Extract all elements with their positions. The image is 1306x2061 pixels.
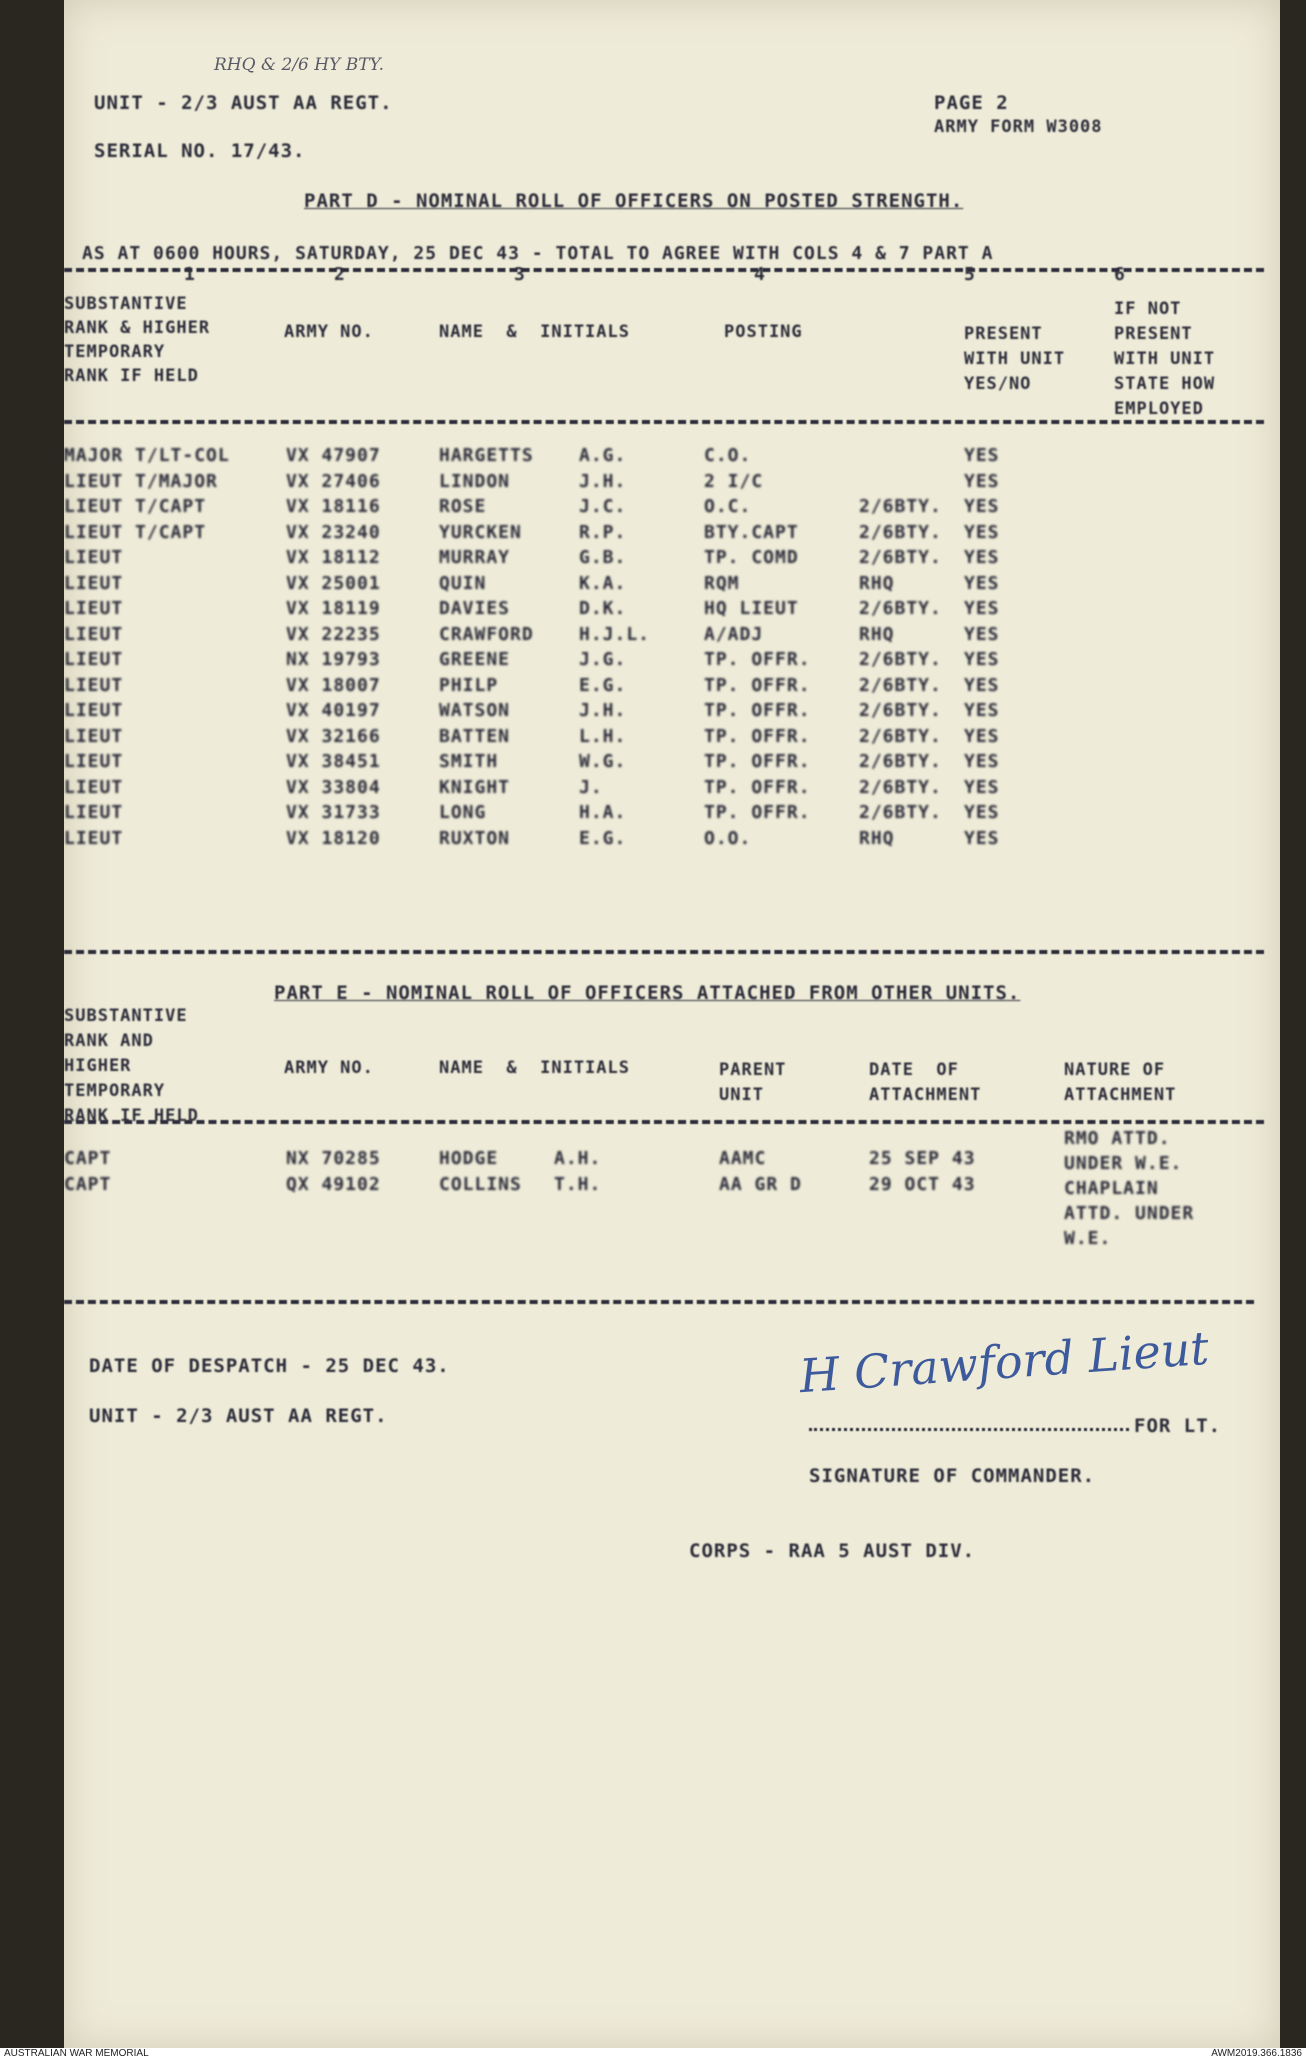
cell-name: GREENE [439, 649, 511, 670]
cell-posting: A/ADJ [704, 623, 764, 645]
cell-rank: CAPT [64, 1148, 112, 1169]
table-row [64, 649, 1280, 674]
cell-name: HODGE [439, 1148, 499, 1169]
cell-name: YURCKEN [439, 521, 522, 543]
cell-rank: CAPT [64, 1174, 112, 1195]
part-d-as-at: AS AT 0600 HOURS, SATURDAY, 25 DEC 43 - TOTAL TO AGREE WITH COLS 4 & 7 PART A [82, 243, 994, 264]
cell-posting: HQ LIEUT [704, 598, 799, 619]
col-number: 3 [514, 264, 525, 285]
cell-posting: TP. OFFR. [704, 700, 811, 721]
cell-rank: LIEUT [64, 623, 124, 645]
rule [64, 1300, 1254, 1304]
cell-unit: 2/6BTY. [859, 496, 942, 517]
cell-present: YES [964, 802, 1000, 823]
archive-left: AUSTRALIAN WAR MEMORIAL [4, 2048, 149, 2059]
cell-name: DAVIES [439, 598, 511, 619]
cell-army: VX 18112 [286, 547, 381, 568]
cell-posting: TP. OFFR. [704, 802, 811, 823]
for-lt: FOR LT. [1134, 1415, 1222, 1437]
cell-present: YES [964, 547, 1000, 568]
table-row [64, 751, 1280, 776]
cell-present: YES [964, 827, 1000, 849]
cell-army: VX 32166 [286, 725, 381, 747]
cell-unit: RHQ [859, 623, 895, 645]
cell-posting: BTY.CAPT [704, 521, 799, 543]
cell-init: J.H. [579, 700, 627, 721]
footer-unit: UNIT - 2/3 AUST AA REGT. [89, 1405, 388, 1427]
cell-init: J.G. [579, 649, 627, 670]
part-e-header-nature: NATURE OF ATTACHMENT [1064, 1060, 1177, 1105]
part-d-table [64, 445, 1280, 865]
cell-unit: 2/6BTY. [859, 649, 942, 670]
cell-rank: LIEUT [64, 725, 124, 747]
cell-init: L.H. [579, 725, 627, 747]
cell-army: VX 25001 [286, 572, 381, 594]
table-row [64, 777, 1280, 802]
cell-unit: 2/6BTY. [859, 802, 942, 823]
cell-unit: 2/6BTY. [859, 521, 942, 543]
cell-parent: AAMC [719, 1148, 767, 1169]
cell-army: NX 70285 [286, 1148, 381, 1169]
serial-line: SERIAL NO. 17/43. [94, 140, 306, 162]
cell-army: VX 38451 [286, 751, 381, 772]
handwritten-annotation: RHQ & 2/6 HY BTY. [214, 55, 384, 75]
table-row [64, 1174, 1280, 1249]
table-row [64, 598, 1280, 623]
col-number: 2 [334, 264, 345, 285]
cell-unit: 2/6BTY. [859, 776, 942, 798]
cell-name: HARGETTS [439, 445, 534, 466]
archive-right: AWM2019.366.1836 [1211, 2048, 1302, 2059]
archive-footer [0, 2048, 1306, 2061]
cell-posting: O.O. [704, 827, 752, 849]
cell-name: ROSE [439, 496, 487, 517]
cell-unit: 2/6BTY. [859, 598, 942, 619]
army-form: ARMY FORM W3008 [934, 117, 1103, 137]
cell-rank: LIEUT [64, 598, 124, 619]
cell-init: D.K. [579, 598, 627, 619]
cell-name: RUXTON [439, 827, 511, 849]
cell-army: VX 31733 [286, 802, 381, 823]
cell-army: VX 23240 [286, 521, 381, 543]
cell-present: YES [964, 623, 1000, 645]
cell-unit: 2/6BTY. [859, 674, 942, 696]
cell-rank: LIEUT [64, 674, 124, 696]
cell-unit: RHQ [859, 572, 895, 594]
left-border [0, 0, 64, 2048]
cell-unit: 2/6BTY. [859, 751, 942, 772]
cell-rank: LIEUT T/CAPT [64, 521, 207, 543]
cell-init: R.P. [579, 521, 627, 543]
table-row [64, 573, 1280, 598]
cell-army: VX 18120 [286, 827, 381, 849]
unit-line: UNIT - 2/3 AUST AA REGT. [94, 92, 393, 114]
cell-name: LONG [439, 802, 487, 823]
table-row [64, 624, 1280, 649]
cell-posting: TP. OFFR. [704, 649, 811, 670]
cell-army: VX 47907 [286, 445, 381, 466]
corps-line: CORPS - RAA 5 AUST DIV. [689, 1540, 976, 1562]
cell-present: YES [964, 598, 1000, 619]
table-row [64, 547, 1280, 572]
cell-rank: LIEUT [64, 827, 124, 849]
table-row [64, 445, 1280, 470]
cell-init: H.A. [579, 802, 627, 823]
cell-init: K.A. [579, 572, 627, 594]
cell-name: LINDON [439, 470, 511, 492]
cell-army: VX 33804 [286, 776, 381, 798]
cell-nature: CHAPLAIN ATTD. UNDER W.E. [1064, 1178, 1195, 1249]
col-number: 5 [964, 264, 975, 285]
part-e-table [64, 1128, 1280, 1268]
cell-present: YES [964, 751, 1000, 772]
cell-parent: AA GR D [719, 1174, 802, 1195]
cell-init: E.G. [579, 674, 627, 696]
cell-army: VX 27406 [286, 470, 381, 492]
cell-posting: TP. COMD [704, 547, 799, 568]
part-e-header-parent: PARENT UNIT [719, 1060, 787, 1105]
cell-rank: LIEUT [64, 751, 124, 772]
cell-rank: MAJOR T/LT-COL [64, 445, 230, 466]
right-border [1280, 0, 1306, 2048]
signature-label: SIGNATURE OF COMMANDER. [809, 1465, 1096, 1487]
part-e-title: PART E - NOMINAL ROLL OF OFFICERS ATTACHED FROM OTHER UNITS. [274, 982, 1021, 1004]
table-row [64, 471, 1280, 496]
header-name: NAME & INITIALS [439, 322, 630, 342]
cell-posting: O.C. [704, 496, 752, 517]
cell-name: SMITH [439, 751, 499, 772]
cell-init: W.G. [579, 751, 627, 772]
cell-present: YES [964, 572, 1000, 594]
cell-name: BATTEN [439, 725, 511, 747]
cell-army: VX 40197 [286, 700, 381, 721]
cell-init: H.J.L. [579, 623, 651, 645]
cell-army: VX 22235 [286, 623, 381, 645]
header-if-not: IF NOT PRESENT WITH UNIT STATE HOW EMPLOYED [1114, 299, 1216, 419]
date-of-despatch: DATE OF DESPATCH - 25 DEC 43. [89, 1355, 450, 1377]
cell-present: YES [964, 649, 1000, 670]
cell-present: YES [964, 776, 1000, 798]
table-row [64, 828, 1280, 853]
header-posting: POSTING [724, 322, 803, 342]
cell-rank: LIEUT [64, 700, 124, 721]
table-row [64, 522, 1280, 547]
cell-name: WATSON [439, 700, 511, 721]
cell-present: YES [964, 700, 1000, 721]
part-e-header-date: DATE OF ATTACHMENT [869, 1060, 982, 1105]
part-e-header-army-no: ARMY NO. [284, 1058, 374, 1078]
table-row [64, 1128, 1280, 1174]
cell-init: E.G. [579, 827, 627, 849]
cell-posting: TP. OFFR. [704, 674, 811, 696]
cell-army: VX 18116 [286, 496, 381, 517]
table-row [64, 496, 1280, 521]
rule [64, 268, 1264, 272]
cell-posting: TP. OFFR. [704, 751, 811, 772]
table-row [64, 802, 1280, 827]
cell-present: YES [964, 445, 1000, 466]
cell-init: T.H. [554, 1174, 602, 1195]
cell-posting: RQM [704, 572, 740, 594]
cell-name: PHILP [439, 674, 499, 696]
cell-present: YES [964, 496, 1000, 517]
table-row [64, 726, 1280, 751]
cell-present: YES [964, 521, 1000, 543]
cell-present: YES [964, 470, 1000, 492]
cell-army: VX 18007 [286, 674, 381, 696]
cell-rank: LIEUT [64, 802, 124, 823]
commander-signature: H Crawford Lieut [797, 1320, 1211, 1404]
cell-rank: LIEUT T/CAPT [64, 496, 207, 517]
cell-init: G.B. [579, 547, 627, 568]
cell-name: KNIGHT [439, 776, 511, 798]
cell-army: QX 49102 [286, 1174, 381, 1195]
cell-init: J.H. [579, 470, 627, 492]
cell-unit: 2/6BTY. [859, 725, 942, 747]
cell-rank: LIEUT [64, 776, 124, 798]
cell-init: J.C. [579, 496, 627, 517]
cell-rank: LIEUT [64, 572, 124, 594]
col-number: 4 [754, 264, 765, 285]
cell-date: 29 OCT 43 [869, 1174, 976, 1195]
cell-posting: TP. OFFR. [704, 776, 811, 798]
cell-name: MURRAY [439, 547, 511, 568]
cell-posting: TP. OFFR. [704, 725, 811, 747]
rule [64, 950, 1264, 954]
rule [64, 1120, 1264, 1124]
cell-name: COLLINS [439, 1174, 522, 1195]
cell-date: 25 SEP 43 [869, 1148, 976, 1169]
cell-rank: LIEUT [64, 547, 124, 568]
rule [64, 420, 1264, 424]
cell-name: QUIN [439, 572, 487, 594]
header-rank: SUBSTANTIVE RANK & HIGHER TEMPORARY RANK IF HELD [64, 294, 211, 386]
part-e-header-name: NAME & INITIALS [439, 1058, 630, 1078]
cell-nature: RMO ATTD. UNDER W.E. [1064, 1128, 1183, 1174]
cell-rank: LIEUT [64, 649, 124, 670]
document-sheet [64, 0, 1280, 2048]
header-army-no: ARMY NO. [284, 322, 374, 342]
cell-army: NX 19793 [286, 649, 381, 670]
page-number: PAGE 2 [934, 92, 1009, 114]
cell-unit: 2/6BTY. [859, 547, 942, 568]
cell-posting: C.O. [704, 445, 752, 466]
cell-army: VX 18119 [286, 598, 381, 619]
cell-unit: 2/6BTY. [859, 700, 942, 721]
signature-line [809, 1428, 1129, 1431]
cell-init: A.H. [554, 1148, 602, 1169]
cell-posting: 2 I/C [704, 470, 764, 492]
cell-init: J. [579, 776, 603, 798]
col-number: 6 [1114, 264, 1125, 285]
col-number: 1 [184, 264, 195, 285]
table-row [64, 675, 1280, 700]
cell-unit: RHQ [859, 827, 895, 849]
header-present: PRESENT WITH UNIT YES/NO [964, 324, 1066, 394]
cell-name: CRAWFORD [439, 623, 534, 645]
table-row [64, 700, 1280, 725]
part-e-header-rank: SUBSTANTIVE RANK AND HIGHER TEMPORARY RANK IF HELD [64, 1006, 199, 1126]
cell-rank: LIEUT T/MAJOR [64, 470, 218, 492]
cell-init: A.G. [579, 445, 627, 466]
part-d-title: PART D - NOMINAL ROLL OF OFFICERS ON POSTED STRENGTH. [304, 190, 964, 212]
cell-present: YES [964, 674, 1000, 696]
cell-present: YES [964, 725, 1000, 747]
